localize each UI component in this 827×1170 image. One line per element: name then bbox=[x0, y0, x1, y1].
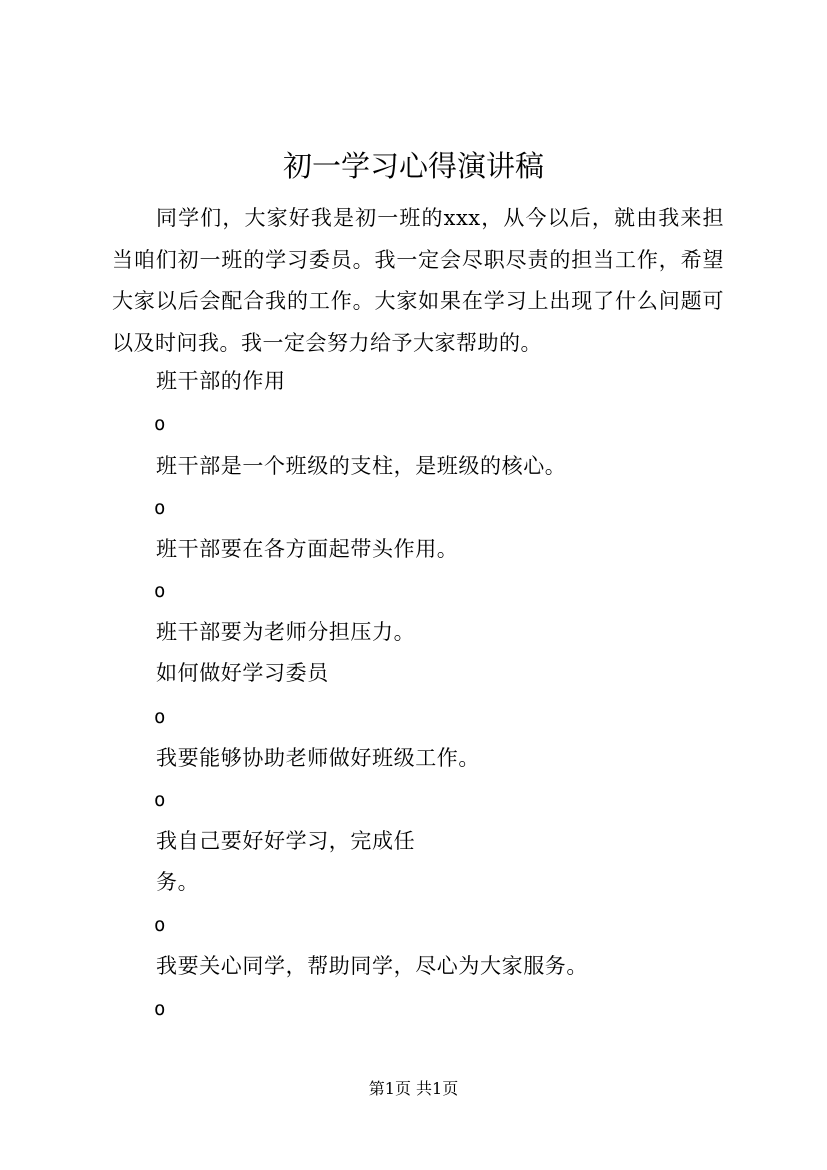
document-title: 初一学习心得演讲稿 bbox=[282, 149, 544, 183]
list-item-continuation: 务。 bbox=[156, 870, 200, 894]
bullet-marker: o bbox=[154, 789, 166, 811]
list-item: 我自己要好好学习，完成任 bbox=[156, 829, 416, 853]
bullet-marker: o bbox=[154, 580, 166, 602]
bullet-marker: o bbox=[154, 497, 166, 519]
page-footer: 第1页 共1页 bbox=[368, 1079, 459, 1098]
bullet-marker: o bbox=[154, 413, 166, 435]
bullet-marker: o bbox=[154, 706, 166, 728]
list-item: 班干部要为老师分担压力。 bbox=[156, 620, 416, 644]
bullet-marker: o bbox=[154, 998, 166, 1020]
section-heading-study-committee: 如何做好学习委员 bbox=[156, 661, 329, 685]
section-heading-cadre-role: 班干部的作用 bbox=[156, 369, 286, 393]
list-item: 我要能够协助老师做好班级工作。 bbox=[156, 746, 480, 770]
intro-paragraph: 同学们，大家好我是初一班的xxx，从今以后，就由我来担当咱们初一班的学习委员。我一定会尽职尽责的担当工作，希望大家以后会配合我的工作。大家如果在学习上出现了什么问题可以及时问我。我一定会努力给予大家帮助的。 bbox=[112, 206, 724, 355]
list-item: 我要关心同学，帮助同学，尽心为大家服务。 bbox=[156, 954, 588, 978]
list-item: 班干部要在各方面起带头作用。 bbox=[156, 537, 459, 561]
list-item: 班干部是一个班级的支柱，是班级的核心。 bbox=[156, 454, 567, 478]
bullet-marker: o bbox=[154, 914, 166, 936]
